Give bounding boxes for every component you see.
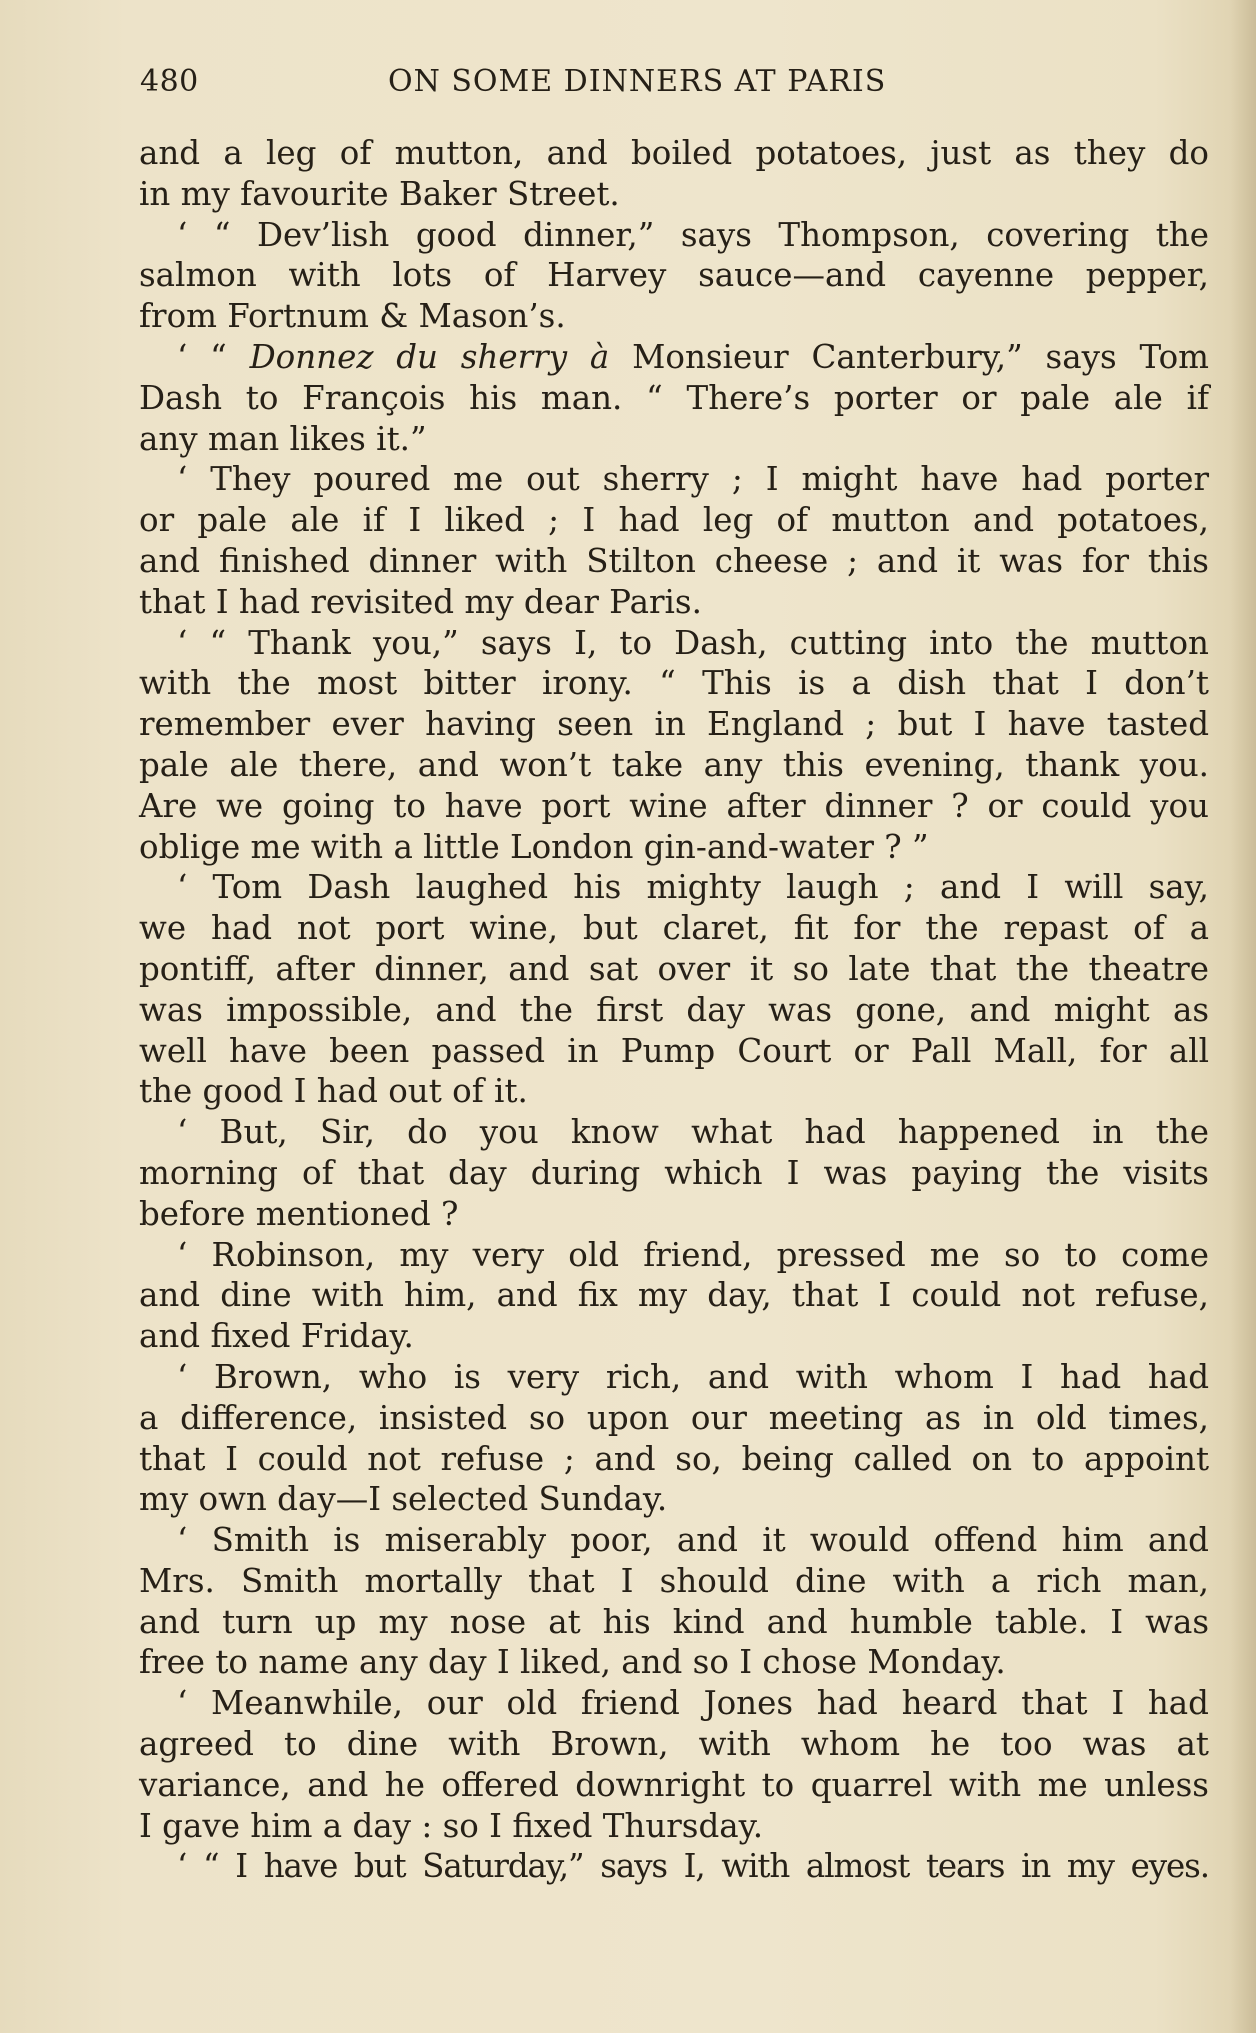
text-line: ‘ “ Dev’lish good dinner,” says Thompson, covering the bbox=[177, 215, 1209, 254]
text-line: we had not port wine, but claret, fit for the repast of a bbox=[139, 909, 1209, 948]
text-line: well have been passed in Pump Court or Pall Mall, for all bbox=[139, 1031, 1209, 1070]
page-number: 480 bbox=[140, 64, 199, 99]
body-text bbox=[139, 133, 1209, 1887]
text-line: morning of that day during which I was paying the visits bbox=[139, 1153, 1209, 1192]
text-line: and turn up my nose at his kind and humble table. I was bbox=[139, 1602, 1209, 1641]
text-line: variance, and he offered downright to quarrel with me unless bbox=[139, 1765, 1209, 1804]
text-line: was impossible, and the first day was gone, and might as bbox=[139, 990, 1209, 1029]
running-title: ON SOME DINNERS AT PARIS bbox=[388, 64, 887, 99]
text-line: ‘ Smith is miserably poor, and it would offend him and bbox=[177, 1521, 1209, 1560]
text-line: any man likes it.” bbox=[139, 419, 427, 458]
text-line: ‘ But, Sir, do you know what had happened in the bbox=[177, 1113, 1209, 1152]
text-line: ‘ Robinson, my very old friend, pressed me so to come bbox=[177, 1235, 1209, 1274]
text-line: ‘ “ Donnez du sherry à Monsieur Canterbury,” says Tom bbox=[177, 337, 1209, 376]
text-line: that I could not refuse ; and so, being called on to appoint bbox=[139, 1439, 1209, 1478]
text-line: that I had revisited my dear Paris. bbox=[139, 582, 702, 621]
text-line: pale ale there, and won’t take any this evening, thank you. bbox=[139, 745, 1209, 784]
text-line: ‘ Meanwhile, our old friend Jones had heard that I had bbox=[177, 1684, 1209, 1723]
text-line: and fixed Friday. bbox=[139, 1317, 414, 1356]
text-line: ‘ Brown, who is very rich, and with whom I had had bbox=[177, 1357, 1209, 1396]
text-line: the good I had out of it. bbox=[139, 1072, 528, 1111]
text-line: or pale ale if I liked ; I had leg of mutton and potatoes, bbox=[139, 501, 1209, 540]
text-line: ‘ “ Thank you,” says I, to Dash, cutting into the mutton bbox=[177, 623, 1209, 662]
text-line: oblige me with a little London gin-and-water ? ” bbox=[139, 827, 929, 866]
text-line: and a leg of mutton, and boiled potatoes, just as they do bbox=[139, 134, 1209, 172]
text-line: a difference, insisted so upon our meeting as in old times, bbox=[139, 1398, 1209, 1437]
text-line: remember ever having seen in England ; but I have tasted bbox=[139, 705, 1209, 744]
text-line: my own day—I selected Sunday. bbox=[139, 1480, 668, 1519]
text-line: Mrs. Smith mortally that I should dine with a rich man, bbox=[139, 1561, 1209, 1600]
text-line: before mentioned ? bbox=[139, 1194, 459, 1233]
text-line: salmon with lots of Harvey sauce—and cayenne pepper, bbox=[139, 256, 1209, 295]
text-line: with the most bitter irony. “ This is a dish that I don’t bbox=[139, 664, 1209, 703]
text-line: and finished dinner with Stilton cheese ; and it was for this bbox=[139, 541, 1209, 580]
text-line: Are we going to have port wine after dinner ? or could you bbox=[139, 786, 1209, 825]
page-edge-shadow bbox=[1230, 0, 1256, 2033]
text-line: Dash to François his man. “ There’s porter or pale ale if bbox=[139, 378, 1209, 417]
text-line: ‘ Tom Dash laughed his mighty laugh ; and I will say, bbox=[177, 868, 1209, 907]
text-line: and dine with him, and fix my day, that I could not refuse, bbox=[139, 1276, 1209, 1315]
text-line: from Fortnum & Mason’s. bbox=[139, 297, 566, 336]
text-line: in my favourite Baker Street. bbox=[139, 174, 620, 213]
running-header bbox=[140, 64, 1202, 106]
text-line: I gave him a day : so I fixed Thursday. bbox=[139, 1806, 764, 1845]
text-line: free to name any day I liked, and so I chose Monday. bbox=[139, 1643, 1006, 1682]
text-line: agreed to dine with Brown, with whom he too was at bbox=[139, 1725, 1209, 1764]
text-line: ‘ “ I have but Saturday,” says I, with almost tears in my eyes. bbox=[177, 1847, 1209, 1886]
text-line: ‘ They poured me out sherry ; I might have had porter bbox=[177, 460, 1209, 499]
text-line: pontiff, after dinner, and sat over it so late that the theatre bbox=[139, 949, 1209, 988]
